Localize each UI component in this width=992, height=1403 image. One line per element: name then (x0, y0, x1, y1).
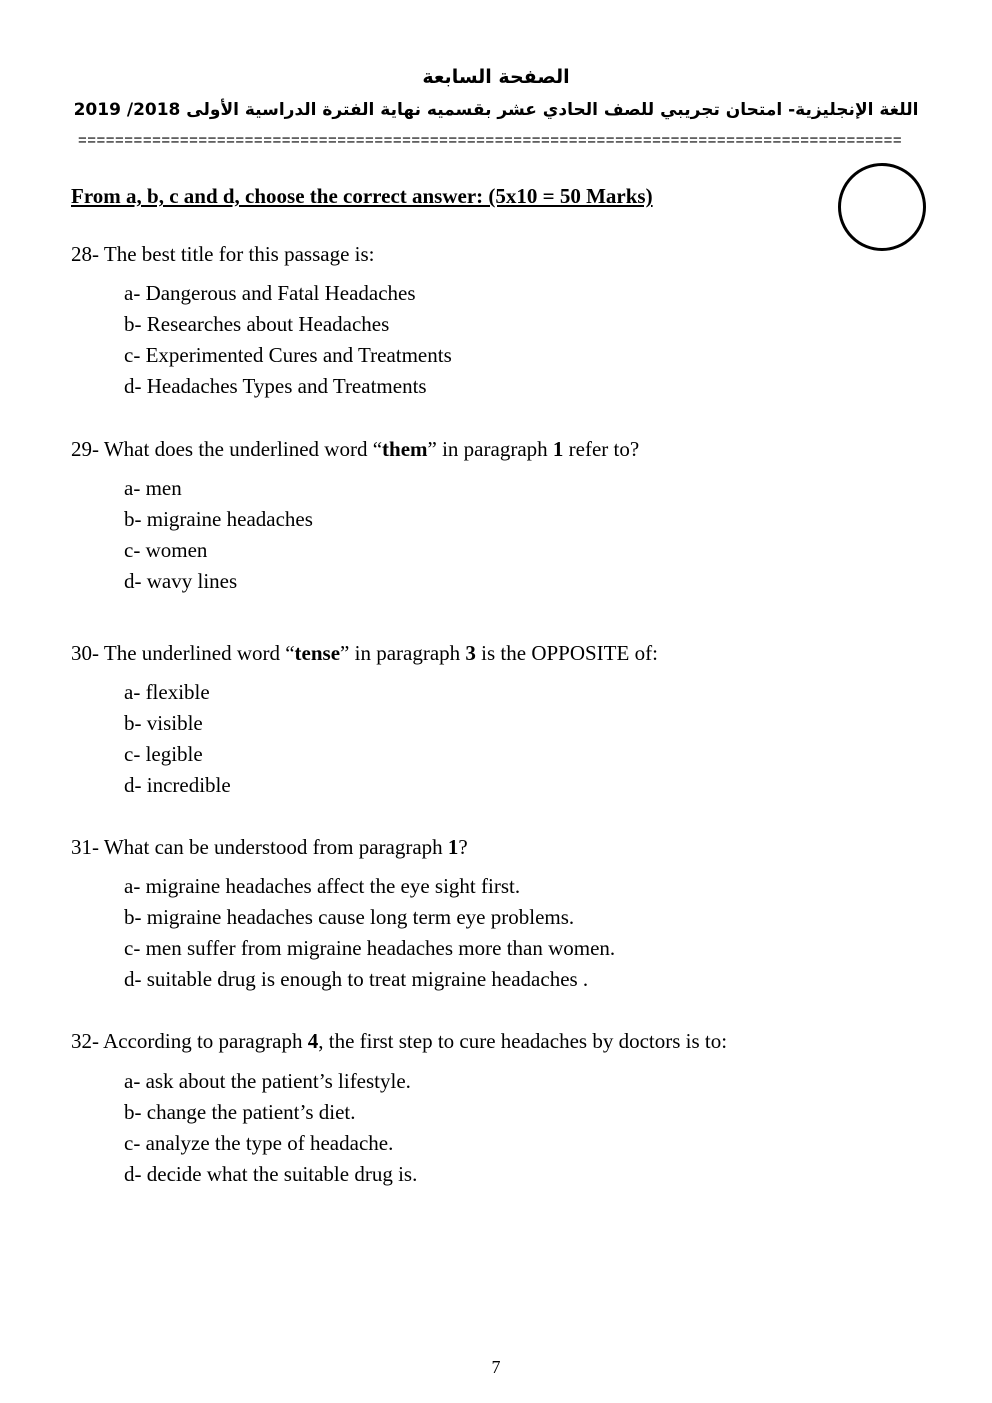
question-30-options (124, 677, 231, 801)
header-divider: ========================================================================================= (78, 132, 903, 149)
question-text: 31- What can be understood from paragraph (71, 835, 448, 859)
option-d: d- Headaches Types and Treatments (124, 374, 427, 398)
question-text: ” in paragraph (427, 437, 553, 461)
question-28-stem (71, 240, 374, 268)
underlined-word: tense (294, 641, 341, 665)
question-text: 29- What does the underlined word “ (71, 437, 383, 461)
option-b: b- Researches about Headaches (124, 312, 390, 336)
question-28-options (124, 278, 452, 402)
option-c: c- analyze the type of headache. (124, 1131, 394, 1155)
question-text: is the OPPOSITE of: (475, 641, 658, 665)
option-b: b- migraine headaches (124, 507, 313, 531)
question-text: , the first step to cure headaches by doctors is to: (318, 1029, 728, 1053)
question-text: refer to? (563, 437, 640, 461)
option-d: d- suitable drug is enough to treat migraine headaches . (124, 967, 589, 991)
question-30-stem (71, 639, 658, 667)
option-a: a- ask about the patient’s lifestyle. (124, 1069, 411, 1093)
paragraph-number: 1 (552, 437, 564, 461)
option-b: b- visible (124, 711, 203, 735)
option-c: c- women (124, 538, 208, 562)
paragraph-number: 4 (307, 1029, 319, 1053)
question-text: 32- According to paragraph (71, 1029, 308, 1053)
page-title-arabic: الصفحة السابعة (422, 66, 570, 88)
option-a: a- men (124, 476, 182, 500)
section-instruction: From a, b, c and d, choose the correct answer: (5x10 = 50 Marks) (71, 184, 653, 208)
option-a: a- migraine headaches affect the eye sight first. (124, 874, 521, 898)
question-29-options (124, 473, 313, 597)
question-text: 28- The best title for this passage is: (71, 242, 375, 266)
option-d: d- decide what the suitable drug is. (124, 1162, 418, 1186)
option-a: a- Dangerous and Fatal Headaches (124, 281, 416, 305)
option-c: c- Experimented Cures and Treatments (124, 343, 452, 367)
option-d: d- incredible (124, 773, 231, 797)
question-text: 30- The underlined word “ (71, 641, 295, 665)
option-a: a- flexible (124, 680, 210, 704)
underlined-word: them (382, 437, 428, 461)
page-number: 7 (491, 1357, 501, 1377)
question-text: ? (458, 835, 468, 859)
question-text: ” in paragraph (340, 641, 466, 665)
paragraph-number: 1 (447, 835, 459, 859)
score-circle (838, 163, 926, 251)
question-29-stem (71, 435, 639, 463)
question-31-options (124, 871, 615, 995)
question-31-stem (71, 833, 468, 861)
option-c: c- men suffer from migraine headaches more than women. (124, 936, 616, 960)
option-b: b- change the patient’s diet. (124, 1100, 356, 1124)
option-b: b- migraine headaches cause long term eye problems. (124, 905, 575, 929)
question-32-stem (71, 1027, 727, 1055)
paragraph-number: 3 (465, 641, 476, 665)
exam-subtitle-arabic: اللغة الإنجليزية- امتحان تجريبي للصف الحادي عشر بقسميه نهاية الفترة الدراسية الأولى 2018/ 2019 (73, 100, 919, 120)
option-d: d- wavy lines (124, 569, 238, 593)
question-32-options (124, 1066, 417, 1190)
option-c: c- legible (124, 742, 203, 766)
